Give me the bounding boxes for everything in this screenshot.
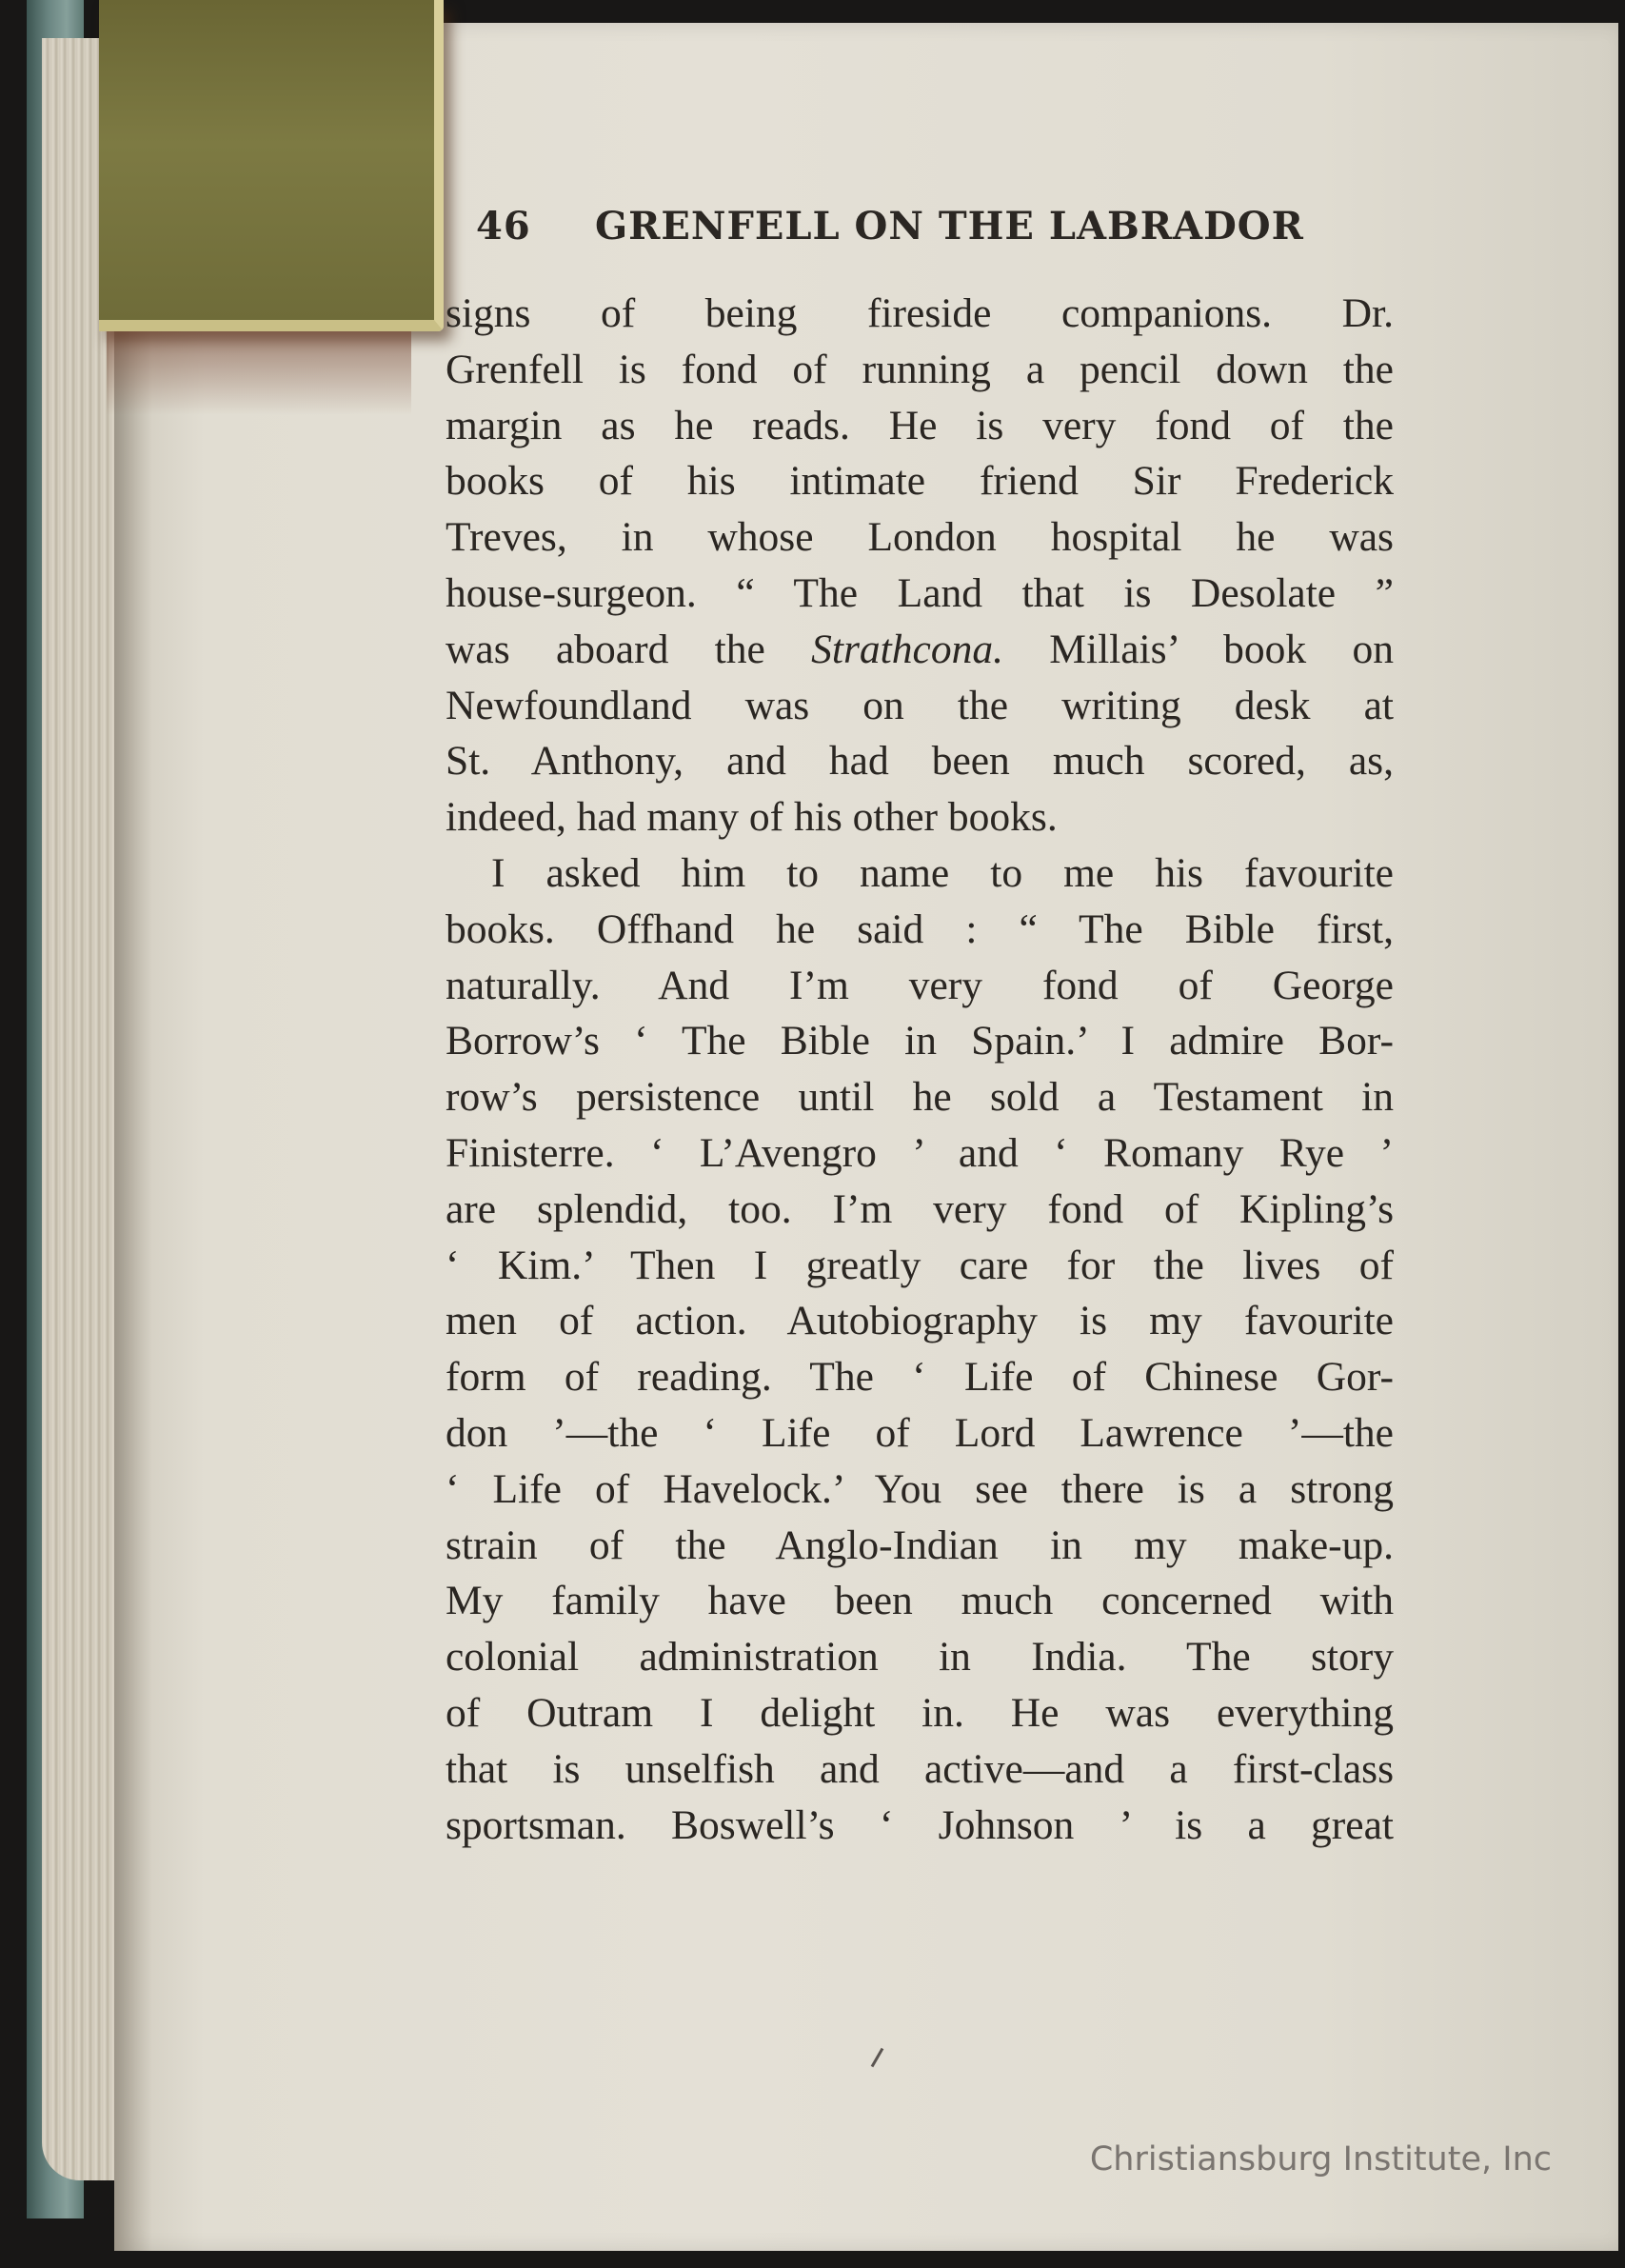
text-run: Millais’ book on bbox=[1002, 626, 1394, 672]
text-line: Grenfell is fond of running a pencil down the bbox=[446, 346, 1394, 392]
text-line: are splendid, too. I’m very fond of Kipling’s bbox=[446, 1185, 1394, 1232]
text-line: row’s persistence until he sold a Testament in bbox=[446, 1074, 1394, 1121]
text-line: don ’—the ‘ Life of Lord Lawrence ’—the bbox=[446, 1409, 1394, 1456]
text-line: naturally. And I’m very fond of George bbox=[446, 962, 1394, 1008]
text-line: ‘ Life of Havelock.’ You see there is a strong bbox=[446, 1465, 1394, 1512]
text-line: colonial administration in India. The story bbox=[446, 1634, 1394, 1681]
text-line: My family have been much concerned with bbox=[446, 1578, 1394, 1624]
text-line: house-surgeon. “ The Land that is Desolate ” bbox=[446, 569, 1394, 616]
bookmark-ribbon bbox=[99, 0, 444, 331]
text-line: books of his intimate friend Sir Frederick bbox=[446, 458, 1394, 505]
text-line: Treves, in whose London hospital he was bbox=[446, 514, 1394, 561]
text-line: form of reading. The ‘ Life of Chinese Gor- bbox=[446, 1354, 1394, 1401]
text-line: books. Offhand he said : “ The Bible first, bbox=[446, 905, 1394, 952]
text-line: signs of being fireside companions. Dr. bbox=[446, 290, 1394, 336]
text-line: St. Anthony, and had been much scored, as, bbox=[446, 738, 1394, 785]
text-line: of Outram I delight in. He was everything bbox=[446, 1689, 1394, 1736]
watermark: Christiansburg Institute, Inc bbox=[1089, 2140, 1552, 2178]
text-line bbox=[446, 622, 1394, 678]
text-line: strain of the Anglo-Indian in my make-up. bbox=[446, 1522, 1394, 1568]
body-text bbox=[446, 286, 1394, 1853]
running-head: GRENFELL ON THE LABRADOR bbox=[595, 204, 1304, 249]
text-line: Borrow’s ‘ The Bible in Spain.’ I admire Bor- bbox=[446, 1018, 1394, 1064]
ship-name-italic: Strathcona. bbox=[811, 626, 1003, 672]
text-line: margin as he reads. He is very fond of the bbox=[446, 402, 1394, 448]
text-line: Finisterre. ‘ L’Avengro ’ and ‘ Romany Rye ’ bbox=[446, 1129, 1394, 1176]
text-line: ‘ Kim.’ Then I greatly care for the lives of bbox=[446, 1242, 1394, 1288]
text-line: I asked him to name to me his favourite bbox=[491, 849, 1394, 896]
text-line: that is unselfish and active—and a first-class bbox=[446, 1745, 1394, 1792]
text-run: was aboard the bbox=[446, 626, 812, 672]
text-line: indeed, had many of his other books. bbox=[446, 794, 1058, 841]
page-number: 46 bbox=[476, 204, 531, 249]
text-line: men of action. Autobiography is my favourite bbox=[446, 1298, 1394, 1344]
page-header bbox=[476, 204, 1390, 261]
text-line: Newfoundland was on the writing desk at bbox=[446, 682, 1394, 728]
text-line: sportsman. Boswell’s ‘ Johnson ’ is a great bbox=[446, 1801, 1394, 1848]
